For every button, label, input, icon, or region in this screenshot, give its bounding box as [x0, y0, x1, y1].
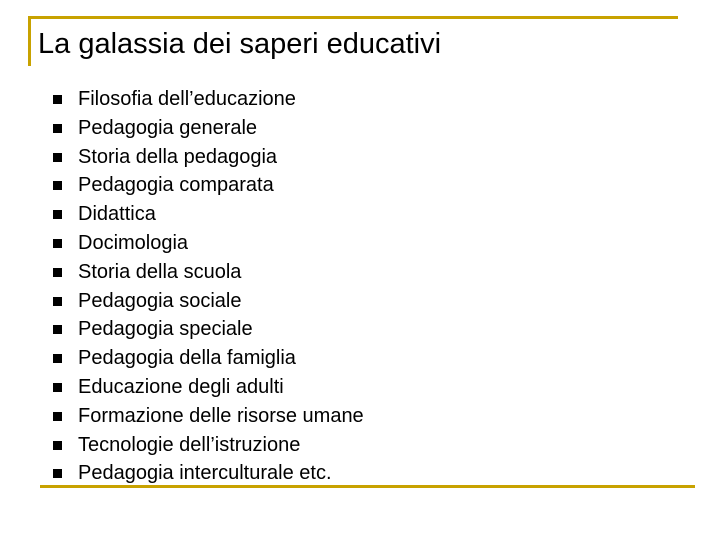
square-bullet-icon [53, 297, 62, 306]
square-bullet-icon [53, 412, 62, 421]
square-bullet-icon [53, 239, 62, 248]
square-bullet-icon [53, 325, 62, 334]
list-item-label: Filosofia dell’educazione [78, 88, 296, 110]
list-item-label: Storia della scuola [78, 260, 242, 283]
slide-title: La galassia dei saperi educativi [38, 28, 442, 60]
square-bullet-icon [53, 469, 62, 478]
list-item-label: Pedagogia della famiglia [78, 347, 296, 370]
square-bullet-icon [53, 268, 62, 277]
square-bullet-icon [53, 441, 62, 450]
square-bullet-icon [53, 354, 62, 363]
list-item-label: Pedagogia speciale [78, 318, 253, 341]
list-item-label: Formazione delle risorse umane [78, 404, 364, 427]
list-item-label: Docimologia [78, 231, 189, 254]
square-bullet-icon [53, 383, 62, 392]
list-item-label: Educazione degli adulti [78, 375, 284, 398]
list-item-label: Pedagogia comparata [78, 174, 274, 197]
list-item-label: Didattica [78, 203, 156, 226]
list-item-label: Pedagogia generale [78, 116, 258, 139]
title-frame-top-rule [28, 16, 678, 19]
bottom-rule [40, 485, 695, 488]
square-bullet-icon [53, 181, 62, 190]
list-item-label: Storia della pedagogia [78, 145, 278, 168]
list-item-label: Pedagogia sociale [78, 289, 242, 312]
square-bullet-icon [53, 153, 62, 162]
title-frame-left-rule [28, 16, 31, 66]
square-bullet-icon [53, 210, 62, 219]
list-item-label: Tecnologie dell’istruzione [78, 433, 301, 456]
square-bullet-icon [53, 124, 62, 133]
square-bullet-icon [53, 95, 62, 104]
list-item-label: Pedagogia interculturale etc. [78, 462, 332, 485]
